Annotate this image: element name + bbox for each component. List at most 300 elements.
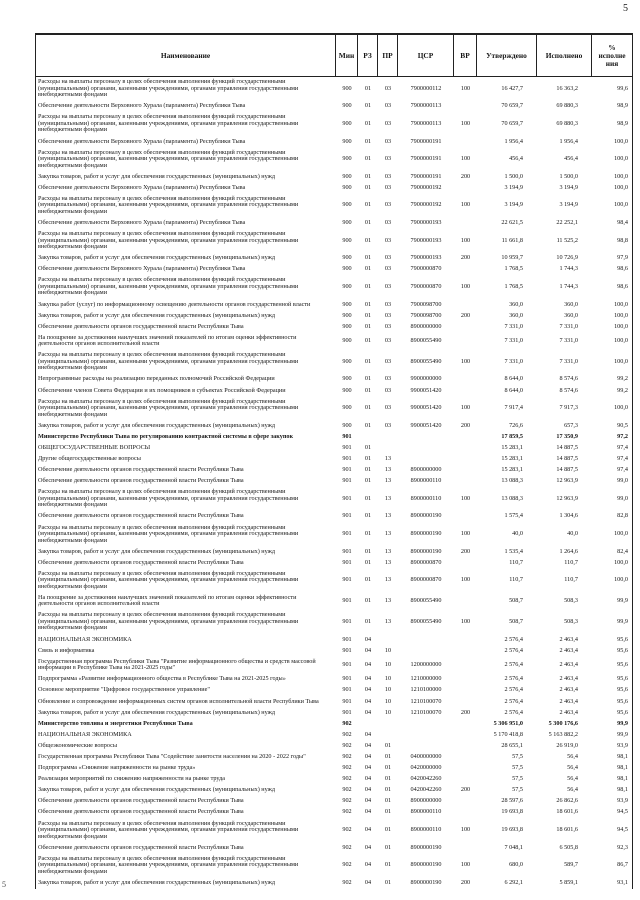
cell-csr: 1210100070: [410, 708, 442, 716]
cell-approved: 508,7: [509, 617, 523, 625]
cell-executed: 1 264,6: [559, 547, 578, 555]
cell-min: 902: [342, 878, 352, 886]
cell-min: 900: [342, 386, 352, 394]
table-row: [36, 275, 632, 299]
cell-csr: 8900000190: [410, 530, 442, 538]
cell-pr: 10: [384, 686, 392, 694]
cell-name: Обеспечение деятельности Верховного Хурала (парламента) Республики Тыва: [38, 183, 246, 191]
table-row: [36, 171, 632, 182]
cell-name: Расходы на выплаты персоналу в целях обеспечения выполнения функций государственными (муниципальными) органами, казенными учреждениями, органами управления государственными внебюджетными фондами: [38, 854, 299, 875]
cell-name: Расходы на выплаты персоналу в целях обеспечения выполнения функций государственными (муниципальными) органами, казенными учреждениями, органами управления государственными внебюджетными фондами: [38, 148, 299, 169]
cell-approved: 57,5: [512, 753, 523, 761]
cell-min: 900: [342, 357, 352, 365]
cell-pct: 95,6: [617, 708, 628, 716]
cell-name: Расходы на выплаты персоналу в целях обеспечения выполнения функций государственными (муниципальными) органами, казенными учреждениями, органами управления государственными внебюджетными фондами: [38, 230, 299, 251]
cell-rz: 04: [364, 675, 372, 683]
cell-csr: 8900000190: [410, 512, 442, 520]
cell-name: Расходы на выплаты персоналу в целях обеспечения выполнения функций государственными (муниципальными) органами, казенными учреждениями, органами управления государственными внебюджетными фондами: [38, 488, 299, 509]
cell-pr: 03: [384, 102, 392, 110]
cell-pr: 13: [384, 576, 392, 584]
cell-name: Расходы на выплаты персоналу в целях обеспечения выполнения функций государственными (муниципальными) органами, казенными учреждениями, органами управления государственными внебюджетными фондами: [38, 113, 299, 134]
cell-pct: 98,9: [617, 102, 628, 110]
cell-pct: 100,0: [614, 530, 628, 538]
table-row: [36, 194, 632, 218]
cell-approved: 40,0: [512, 530, 523, 538]
cell-rz: 01: [364, 102, 372, 110]
cell-approved: 57,5: [512, 786, 523, 794]
cell-approved: 7 331,0: [504, 357, 523, 365]
header-pr: ПР: [378, 35, 398, 76]
cell-csr: 7900000191: [410, 172, 442, 180]
cell-min: 901: [342, 443, 352, 451]
table-row: [36, 752, 632, 763]
cell-name: Министерство Республики Тыва по регулированию контрактной системы в сфере закупок: [38, 432, 294, 440]
table-row: [36, 333, 632, 351]
cell-csr: 7900098700: [410, 311, 442, 319]
cell-name: Обеспечение деятельности Верховного Хурала (парламента) Республики Тыва: [38, 265, 246, 273]
cell-csr: 8900000110: [410, 808, 442, 816]
cell-executed: 14 887,5: [556, 466, 578, 474]
cell-vr: 100: [460, 576, 471, 584]
cell-pr: 03: [384, 282, 392, 290]
cell-pct: 98,6: [617, 265, 628, 273]
cell-name: Обеспечение деятельности органов государственной власти Республики Тыва: [38, 322, 244, 330]
table-row: [36, 310, 632, 321]
cell-rz: 01: [364, 386, 372, 394]
cell-name: Закупка товаров, работ и услуг для обеспечения государственных (муниципальных) нужд: [38, 708, 276, 716]
table-row: [36, 321, 632, 332]
cell-executed: 5 859,1: [559, 878, 578, 886]
table-row: [36, 299, 632, 310]
cell-pct: 98,4: [617, 219, 628, 227]
cell-name: Расходы на выплаты персоналу в целях обеспечения выполнения функций государственными (муниципальными) органами, казенными учреждениями, органами управления государственными внебюджетными фондами: [38, 397, 299, 418]
cell-name: На поощрение за достижения наилучших значений показателей по итогам оценки эффективности деятельности органов исполнительной власти: [38, 333, 297, 348]
cell-executed: 2 463,4: [559, 675, 578, 683]
cell-approved: 1 956,4: [504, 137, 523, 145]
cell-min: 900: [342, 300, 352, 308]
cell-rz: 04: [364, 635, 372, 643]
cell-rz: 01: [364, 282, 372, 290]
cell-vr: 100: [460, 861, 471, 869]
cell-rz: 04: [364, 661, 372, 669]
cell-min: 902: [342, 775, 352, 783]
cell-approved: 13 088,3: [501, 494, 523, 502]
cell-pr: 03: [384, 322, 392, 330]
cell-executed: 7 331,0: [559, 337, 578, 345]
cell-pct: 100,0: [614, 576, 628, 584]
cell-csr: 1210000000: [410, 675, 442, 683]
cell-csr: 8900000190: [410, 843, 442, 851]
cell-executed: 56,4: [567, 753, 578, 761]
cell-vr: 100: [460, 617, 471, 625]
table-row: [36, 807, 632, 818]
cell-min: 900: [342, 219, 352, 227]
cell-rz: 01: [364, 219, 372, 227]
cell-rz: 01: [364, 265, 372, 273]
cell-executed: 2 463,4: [559, 635, 578, 643]
cell-rz: 01: [364, 84, 372, 92]
cell-approved: 70 659,7: [501, 102, 523, 110]
cell-rz: 01: [364, 254, 372, 262]
cell-name: Закупка товаров, работ и услуг для обеспечения государственных (муниципальных) нужд: [38, 786, 276, 794]
cell-approved: 11 661,8: [501, 236, 523, 244]
cell-name: Обновление и сопровождение информационных систем органов исполнительной власти Республики Тыва: [38, 697, 319, 705]
cell-rz: 04: [364, 786, 372, 794]
cell-csr: 7900000112: [410, 84, 442, 92]
cell-pct: 98,1: [617, 775, 628, 783]
cell-pr: 03: [384, 404, 392, 412]
cell-name: Общеэкономические вопросы: [38, 741, 117, 749]
cell-min: 900: [342, 84, 352, 92]
cell-min: 900: [342, 119, 352, 127]
table-row: [36, 420, 632, 431]
table-row: [36, 645, 632, 656]
table-row: [36, 696, 632, 707]
cell-name: Государственная программа Республики Тыва "Развитие информационного общества и средств массовой информации в Республике Тыва на 2021-2025 годы": [38, 657, 316, 672]
cell-executed: 26 862,6: [556, 797, 578, 805]
cell-min: 900: [342, 421, 352, 429]
cell-name: НАЦИОНАЛЬНАЯ ЭКОНОМИКА: [38, 730, 132, 738]
cell-name: Основное мероприятие "Цифровое государственное управление": [38, 686, 210, 694]
cell-pr: 13: [384, 558, 392, 566]
cell-name: Закупка товаров, работ и услуг для обеспечения государственных (муниципальных) нужд: [38, 878, 276, 886]
cell-rz: 04: [364, 646, 372, 654]
cell-name: Расходы на выплаты персоналу в целях обеспечения выполнения функций государственными (муниципальными) органами, казенными учреждениями, органами управления государственными внебюджетными фондами: [38, 523, 299, 544]
cell-csr: 8900055490: [410, 617, 442, 625]
cell-min: 902: [342, 753, 352, 761]
cell-approved: 2 576,4: [504, 686, 523, 694]
cell-min: 900: [342, 183, 352, 191]
cell-min: 900: [342, 404, 352, 412]
cell-rz: 01: [364, 558, 372, 566]
cell-pr: 13: [384, 597, 392, 605]
cell-min: 902: [342, 786, 352, 794]
cell-rz: 04: [364, 753, 372, 761]
cell-pct: 93,9: [617, 797, 628, 805]
cell-pr: 10: [384, 708, 392, 716]
cell-approved: 3 194,9: [504, 201, 523, 209]
cell-rz: 01: [364, 477, 372, 485]
cell-name: НАЦИОНАЛЬНАЯ ЭКОНОМИКА: [38, 635, 132, 643]
cell-pct: 97,9: [617, 254, 628, 262]
cell-name: Непрограммные расходы на реализацию переданных полномочий Российской Федерации: [38, 375, 275, 383]
cell-name: Расходы на выплаты персоналу в целях обеспечения выполнения функций государственными (муниципальными) органами, казенными учреждениями, органами управления государственными внебюджетными фондами: [38, 569, 299, 590]
cell-csr: 8900000000: [410, 797, 442, 805]
cell-vr: 100: [460, 357, 471, 365]
cell-pr: 03: [384, 84, 392, 92]
cell-pct: 86,7: [617, 861, 628, 869]
budget-table: [35, 33, 633, 889]
cell-pct: 94,5: [617, 826, 628, 834]
cell-pct: 95,6: [617, 646, 628, 654]
cell-executed: 1 744,3: [559, 265, 578, 273]
table-row: [36, 796, 632, 807]
cell-name: Обеспечение деятельности Верховного Хурала (парламента) Республики Тыва: [38, 102, 246, 110]
cell-approved: 2 576,4: [504, 675, 523, 683]
cell-pct: 100,0: [614, 404, 628, 412]
cell-vr: 100: [460, 201, 471, 209]
cell-csr: 8900000110: [410, 826, 442, 834]
cell-pr: 10: [384, 697, 392, 705]
page-number: 5: [623, 3, 628, 14]
header-executed: Исполнено: [537, 35, 592, 76]
cell-approved: 6 292,1: [504, 878, 523, 886]
cell-pr: 01: [384, 775, 392, 783]
cell-csr: 8900000190: [410, 878, 442, 886]
cell-csr: 8900055490: [410, 357, 442, 365]
cell-pct: 100,0: [614, 201, 628, 209]
cell-rz: 01: [364, 443, 372, 451]
cell-executed: 17 350,9: [556, 432, 578, 440]
cell-min: 901: [342, 547, 352, 555]
cell-min: 902: [342, 764, 352, 772]
cell-executed: 10 726,9: [556, 254, 578, 262]
header-name: Наименование: [36, 35, 336, 76]
cell-min: 902: [342, 797, 352, 805]
header-vr: ВР: [454, 35, 477, 76]
cell-name: Государственная программа Республики Тыва "Содействие занятости населения на 2020 - 2022 годы": [38, 753, 306, 761]
cell-executed: 26 919,0: [556, 741, 578, 749]
cell-pct: 97,4: [617, 455, 628, 463]
cell-executed: 40,0: [567, 530, 578, 538]
cell-executed: 22 252,1: [556, 219, 578, 227]
cell-pct: 98,6: [617, 282, 628, 290]
cell-pr: 13: [384, 455, 392, 463]
cell-pr: 01: [384, 797, 392, 805]
cell-csr: 8900000110: [410, 477, 442, 485]
cell-approved: 5 170 418,8: [493, 730, 523, 738]
cell-pct: 99,0: [617, 494, 628, 502]
cell-pr: 01: [384, 753, 392, 761]
cell-pr: 13: [384, 530, 392, 538]
table-row: [36, 511, 632, 522]
cell-pr: 01: [384, 786, 392, 794]
cell-name: Обеспечение деятельности органов государственной власти Республики Тыва: [38, 466, 244, 474]
cell-executed: 11 525,2: [556, 236, 578, 244]
cell-pr: 03: [384, 155, 392, 163]
table-row: [36, 656, 632, 674]
cell-executed: 5 163 882,2: [548, 730, 578, 738]
cell-rz: 01: [364, 421, 372, 429]
table-row: [36, 443, 632, 454]
cell-name: Обеспечение деятельности Верховного Хурала (парламента) Республики Тыва: [38, 137, 246, 145]
table-row: [36, 350, 632, 374]
cell-pct: 97,4: [617, 466, 628, 474]
cell-min: 900: [342, 337, 352, 345]
cell-pct: 98,1: [617, 764, 628, 772]
cell-pct: 100,0: [614, 183, 628, 191]
cell-name: Расходы на выплаты персоналу в целях обеспечения выполнения функций государственными (муниципальными) органами, казенными учреждениями, органами управления государственными внебюджетными фондами: [38, 194, 299, 215]
cell-rz: 04: [364, 878, 372, 886]
cell-csr: 7900000191: [410, 155, 442, 163]
header-min: Мин: [336, 35, 358, 76]
cell-csr: 8900055490: [410, 597, 442, 605]
cell-min: 901: [342, 558, 352, 566]
cell-vr: 100: [460, 404, 471, 412]
cell-executed: 456,4: [564, 155, 578, 163]
cell-csr: 7900000192: [410, 183, 442, 191]
table-row: [36, 842, 632, 853]
cell-approved: 5 306 951,0: [493, 719, 523, 727]
cell-executed: 110,7: [564, 558, 578, 566]
cell-rz: 01: [364, 617, 372, 625]
cell-csr: 8900000000: [410, 322, 442, 330]
table-row: [36, 264, 632, 275]
cell-approved: 360,0: [509, 311, 523, 319]
cell-executed: 7 331,0: [559, 322, 578, 330]
cell-approved: 7 331,0: [504, 322, 523, 330]
cell-executed: 6 505,8: [559, 843, 578, 851]
cell-csr: 0400000000: [410, 753, 442, 761]
cell-min: 901: [342, 530, 352, 538]
cell-executed: 508,3: [564, 597, 578, 605]
cell-pct: 99,9: [617, 719, 628, 727]
table-row: [36, 487, 632, 511]
cell-executed: 2 463,4: [559, 661, 578, 669]
cell-pct: 100,0: [614, 337, 628, 345]
cell-executed: 69 880,3: [556, 102, 578, 110]
cell-vr: 200: [460, 311, 471, 319]
header-rz: РЗ: [358, 35, 378, 76]
cell-pr: 01: [384, 741, 392, 749]
cell-min: 900: [342, 254, 352, 262]
cell-approved: 680,0: [509, 861, 523, 869]
cell-pr: 13: [384, 617, 392, 625]
cell-csr: 8900000870: [410, 558, 442, 566]
cell-csr: 9900051420: [410, 421, 442, 429]
cell-name: Расходы на выплаты персоналу в целях обеспечения выполнения функций государственными (муниципальными) органами, казенными учреждениями, органами управления государственными внебюджетными фондами: [38, 351, 299, 372]
table-row: [36, 385, 632, 396]
cell-rz: 04: [364, 741, 372, 749]
cell-pct: 82,8: [617, 512, 628, 520]
cell-pct: 82,4: [617, 547, 628, 555]
cell-approved: 110,7: [509, 576, 523, 584]
header-percent: % исполне ния: [598, 42, 626, 68]
cell-min: 902: [342, 741, 352, 749]
cell-rz: 01: [364, 137, 372, 145]
cell-rz: 01: [364, 547, 372, 555]
cell-vr: 100: [460, 84, 471, 92]
cell-pr: 01: [384, 764, 392, 772]
cell-min: 901: [342, 494, 352, 502]
cell-pct: 98,8: [617, 236, 628, 244]
cell-csr: 1200000000: [410, 661, 442, 669]
table-row: [36, 454, 632, 465]
table-row: [36, 853, 632, 877]
cell-pr: 13: [384, 477, 392, 485]
cell-pct: 99,9: [617, 597, 628, 605]
cell-name: Расходы на выплаты персоналу в целях обеспечения выполнения функций государственными (муниципальными) органами, казенными учреждениями, органами управления государственными внебюджетными фондами: [38, 276, 299, 297]
cell-min: 901: [342, 455, 352, 463]
cell-min: 902: [342, 861, 352, 869]
cell-rz: 01: [364, 172, 372, 180]
cell-approved: 2 576,4: [504, 661, 523, 669]
cell-pr: 03: [384, 137, 392, 145]
cell-name: Расходы на выплаты персоналу в целях обеспечения выполнения функций государственными (муниципальными) органами, казенными учреждениями, органами управления государственными внебюджетными фондами: [38, 819, 299, 840]
cell-approved: 1 500,0: [504, 172, 523, 180]
cell-min: 901: [342, 617, 352, 625]
cell-approved: 15 283,1: [501, 443, 523, 451]
table-row: [36, 218, 632, 229]
cell-pr: 01: [384, 843, 392, 851]
cell-approved: 57,5: [512, 764, 523, 772]
cell-min: 900: [342, 236, 352, 244]
cell-pct: 95,6: [617, 675, 628, 683]
cell-pr: 01: [384, 861, 392, 869]
cell-approved: 28 597,6: [501, 797, 523, 805]
cell-csr: 8900000000: [410, 466, 442, 474]
cell-approved: 15 283,1: [501, 466, 523, 474]
table-row: [36, 785, 632, 796]
cell-csr: 7900000113: [410, 102, 442, 110]
table-row: [36, 77, 632, 101]
cell-min: 902: [342, 843, 352, 851]
cell-rz: 01: [364, 183, 372, 191]
cell-vr: 200: [460, 172, 471, 180]
cell-approved: 726,6: [509, 421, 523, 429]
cell-approved: 28 655,1: [501, 741, 523, 749]
table-row: [36, 136, 632, 147]
cell-rz: 01: [364, 512, 372, 520]
cell-executed: 18 601,6: [556, 808, 578, 816]
cell-rz: 01: [364, 155, 372, 163]
cell-pr: 03: [384, 311, 392, 319]
cell-executed: 14 887,5: [556, 455, 578, 463]
cell-rz: 01: [364, 597, 372, 605]
cell-pct: 99,2: [617, 375, 628, 383]
cell-name: ОБЩЕГОСУДАРСТВЕННЫЕ ВОПРОСЫ: [38, 443, 151, 451]
cell-approved: 19 693,8: [501, 826, 523, 834]
cell-pr: 13: [384, 494, 392, 502]
cell-approved: 1 575,4: [504, 512, 523, 520]
cell-name: Закупка товаров, работ и услуг для обеспечения государственных (муниципальных) нужд: [38, 172, 276, 180]
table-row: [36, 685, 632, 696]
cell-rz: 01: [364, 404, 372, 412]
table-row: [36, 476, 632, 487]
table-row: [36, 610, 632, 634]
cell-rz: 01: [364, 530, 372, 538]
cell-approved: 70 659,7: [501, 119, 523, 127]
cell-rz: 01: [364, 201, 372, 209]
cell-min: 902: [342, 808, 352, 816]
cell-approved: 10 959,7: [501, 254, 523, 262]
table-row: [36, 730, 632, 741]
cell-pr: 03: [384, 357, 392, 365]
cell-pr: 03: [384, 119, 392, 127]
cell-pct: 93,1: [617, 878, 628, 886]
cell-rz: 04: [364, 775, 372, 783]
cell-vr: 100: [460, 155, 471, 163]
cell-name: Другие общегосударственные вопросы: [38, 455, 141, 463]
cell-rz: 04: [364, 764, 372, 772]
cell-rz: 01: [364, 576, 372, 584]
cell-min: 900: [342, 322, 352, 330]
cell-executed: 2 463,4: [559, 686, 578, 694]
cell-name: Закупка товаров, работ и услуг для обеспечения государственных (муниципальных) нужд: [38, 421, 276, 429]
cell-pct: 98,9: [617, 119, 628, 127]
cell-rz: 01: [364, 236, 372, 244]
cell-executed: 589,7: [564, 861, 578, 869]
cell-pct: 90,5: [617, 421, 628, 429]
cell-pr: 03: [384, 300, 392, 308]
cell-approved: 360,0: [509, 300, 523, 308]
cell-min: 900: [342, 201, 352, 209]
cell-name: Реализация мероприятий по снижению напряженности на рынке труда: [38, 775, 225, 783]
cell-name: Обеспечение членов Совета Федерации и их помощников в субъектах Российской Федерации: [38, 386, 286, 394]
cell-min: 900: [342, 155, 352, 163]
table-row: [36, 396, 632, 420]
cell-executed: 8 574,6: [559, 386, 578, 394]
